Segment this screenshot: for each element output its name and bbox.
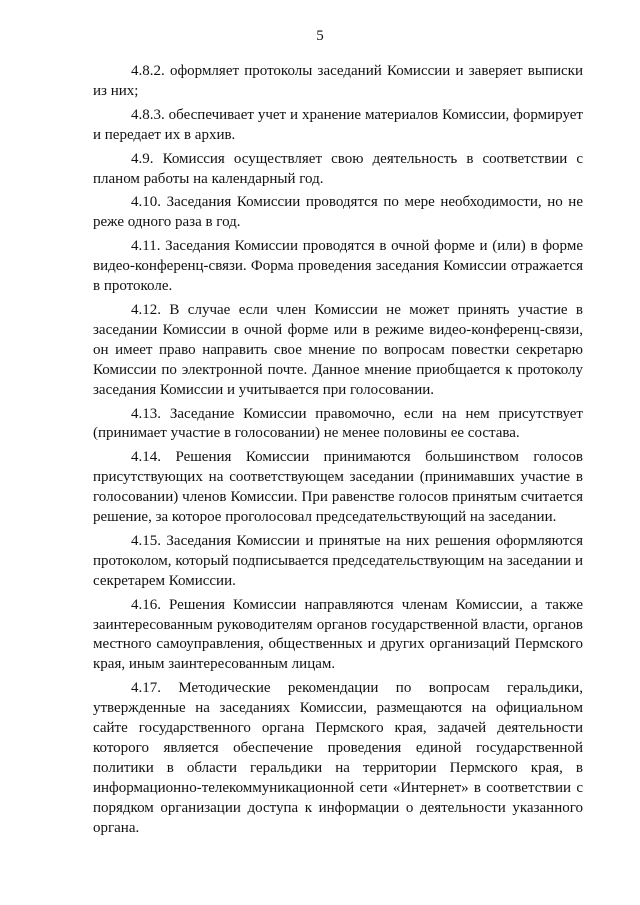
page-number: 5 xyxy=(316,28,324,44)
paragraph-4-8-3: 4.8.3. обеспечивает учет и хранение материалов Комиссии, формирует и передает их в архив. xyxy=(93,106,583,143)
document-body xyxy=(93,62,583,843)
paragraph-4-14: 4.14. Решения Комиссии принимаются большинством голосов присутствующих на соответствующем заседании (принимавших участие в голосовании) членов Комиссии. При равенстве голосов принятым считается решение, за которое проголосовал председательствующий на заседании. xyxy=(93,449,583,526)
paragraph-4-16: 4.16. Решения Комиссии направляются членам Комиссии, а также заинтересованным руководителям органов государственной власти, органов местного самоуправления, общественных и других организаций Пермского края, иным заинтересованным лицам. xyxy=(93,596,583,673)
paragraph-4-8-2: 4.8.2. оформляет протоколы заседаний Комиссии и заверяет выписки из них; xyxy=(93,63,583,99)
paragraph-4-12: 4.12. В случае если член Комиссии не может принять участие в заседании Комиссии в очной форме или в режиме видео-конференц-связи, он имеет право направить свое мнение по вопросам повестки секретарю Комиссии по электронной почте. Данное мнение приобщается к протоколу заседания Комиссии и учитывается при голосовании. xyxy=(93,301,583,398)
paragraph-4-10: 4.10. Заседания Комиссии проводятся по мере необходимости, но не реже одного раза в год. xyxy=(93,194,583,231)
paragraph-4-11: 4.11. Заседания Комиссии проводятся в очной форме и (или) в форме видео-конференц-связи. Форма проведения заседания Комиссии отражается в протоколе. xyxy=(93,238,583,295)
paragraph-4-9: 4.9. Комиссия осуществляет свою деятельность в соответствии с планом работы на календарный год. xyxy=(93,150,583,187)
paragraph-4-15: 4.15. Заседания Комиссии и принятые на них решения оформляются протоколом, который подписывается председательствующим на заседании и секретарем Комиссии. xyxy=(93,532,583,589)
paragraph-4-17: 4.17. Методические рекомендации по вопросам геральдики, утвержденные на заседаниях Комиссии, размещаются на официальном сайте государственного органа Пермского края, задачей деятельности которого является обеспечение проведения единой государственной политики в области геральдики на территории Пермского края, в информационно-телекоммуникационной сети «Интернет» в соответствии с порядком организации доступа к информации о деятельности указанного органа. xyxy=(93,680,583,836)
paragraph-4-13: 4.13. Заседание Комиссии правомочно, если на нем присутствует (принимает участие в голосовании) не менее половины ее состава. xyxy=(93,405,583,442)
